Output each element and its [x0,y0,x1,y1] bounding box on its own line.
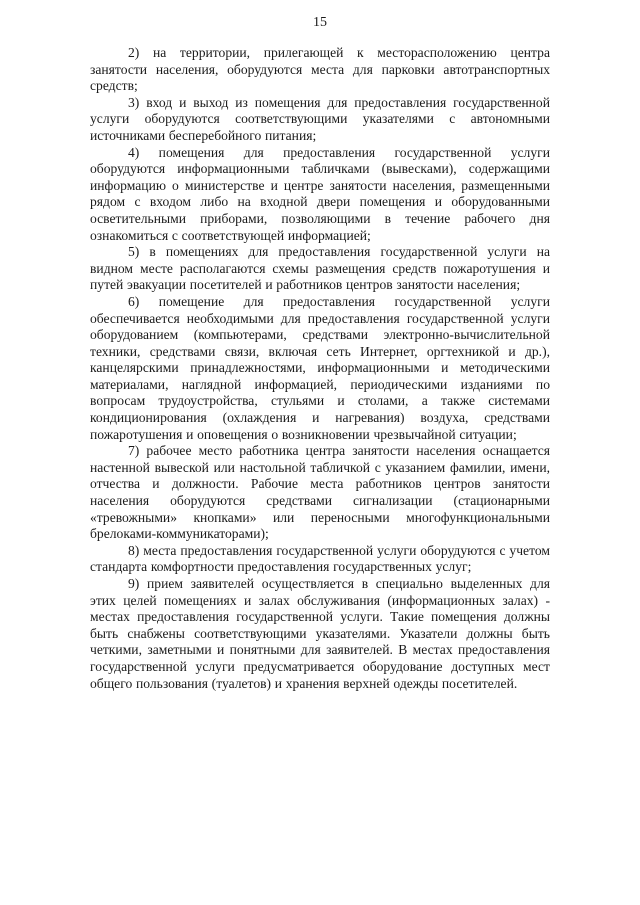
paragraph-item-5: 5) в помещениях для предоставления государственной услуги на видном месте располагаются схемы размещения средств пожаротушения и путей эвакуации посетителей и работников центров занятости населения; [90,244,550,293]
paragraph-item-8: 8) места предоставления государственной услуги оборудуются с учетом стандарта комфортности предоставления государственных услуг; [90,542,550,575]
page-number: 15 [313,15,327,30]
paragraph-item-9: 9) прием заявителей осуществляется в специально выделенных для этих целей помещениях и залах обслуживания (информационных залах) - местах предоставления государственной услуги. Такие помещения должны быть снабжены соответствующими указателями. Указатели должны быть четкими, заметными и понятными для заявителей. В местах предоставления государственной услуги предусматривается оборудование доступных мест общего пользования (туалетов) и хранения верхней одежды посетителей. [90,576,550,691]
paragraph-item-4: 4) помещения для предоставления государственной услуги оборудуются информационными табличками (вывесками), содержащими информацию о министерстве и центре занятости населения, размещенными рядом с входом либо на входной двери помещения и оборудованными осветительными приборами, позволяющими в течение рабочего дня ознакомиться с соответствующей информацией; [90,144,550,243]
paragraph-item-6: 6) помещение для предоставления государственной услуги обеспечивается необходимыми для предоставления государственной услуги оборудованием (компьютерами, средствами электронно-вычислительной техники, средствами связи, включая сеть Интернет, оргтехникой и др.), канцелярскими принадлежностями, информационными и методическими материалами, наглядной информацией, периодическими изданиями по вопросам трудоустройства, стульями и столами, а также системами кондиционирования (охлаждения и нагревания) воздуха, средствами пожаротушения и оповещения о возникновении чрезвычайной ситуации; [90,293,550,442]
paragraph-item-2: 2) на территории, прилегающей к месторасположению центра занятости населения, оборудуются места для парковки автотранспортных средств; [90,45,550,94]
paragraph-item-7: 7) рабочее место работника центра занятости населения оснащается настенной вывеской или настольной табличкой с указанием фамилии, имени, отчества и должности. Рабочие места работников центров занятости населения оборудуются средствами сигнализации (стационарными «тревожными» кнопками» или переносными многофункциональными брелоками-коммуникаторами); [90,443,550,542]
paragraph-item-3: 3) вход и выход из помещения для предоставления государственной услуги оборудуются соответствующими указателями с автономными источниками бесперебойного питания; [90,94,550,143]
document-body [90,45,550,692]
